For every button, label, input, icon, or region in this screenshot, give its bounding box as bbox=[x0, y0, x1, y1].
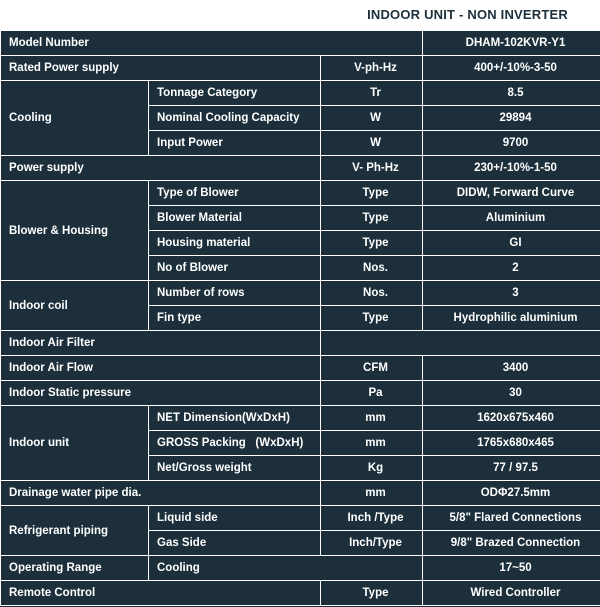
row-label: Tonnage Category bbox=[149, 81, 321, 106]
row-unit: Kg bbox=[321, 456, 423, 481]
row-value: Aluminium bbox=[423, 206, 600, 231]
row-label: Number of rows bbox=[149, 281, 321, 306]
row-unit: Inch /Type bbox=[321, 506, 423, 531]
row-unit: Inch/Type bbox=[321, 531, 423, 556]
row-label: Model Number bbox=[1, 31, 423, 56]
row-value: DHAM-102KVR-Y1 bbox=[423, 31, 600, 56]
row-value: ODΦ27.5mm bbox=[423, 481, 600, 506]
row-unit: W bbox=[321, 131, 423, 156]
table-row bbox=[1, 506, 600, 531]
row-label: Power supply bbox=[1, 156, 321, 181]
row-unit: Type bbox=[321, 306, 423, 331]
table-row bbox=[1, 406, 600, 431]
group-label: Cooling bbox=[1, 81, 149, 156]
row-value: 3400 bbox=[423, 356, 600, 381]
row-label: NET Dimension(WxDxH) bbox=[149, 406, 321, 431]
row-value: 3 bbox=[423, 281, 600, 306]
row-value: Hydrophilic aluminium bbox=[423, 306, 600, 331]
group-label: Indoor unit bbox=[1, 406, 149, 481]
row-unit: Tr bbox=[321, 81, 423, 106]
row-unit: Type bbox=[321, 181, 423, 206]
row-unit: mm bbox=[321, 431, 423, 456]
table-row bbox=[1, 156, 600, 181]
row-unit: Nos. bbox=[321, 256, 423, 281]
row-unit: V-ph-Hz bbox=[321, 56, 423, 81]
row-unit: CFM bbox=[321, 356, 423, 381]
row-label: Fin type bbox=[149, 306, 321, 331]
table-row bbox=[1, 481, 600, 506]
row-unit: Type bbox=[321, 581, 423, 606]
row-value: 29894 bbox=[423, 106, 600, 131]
row-label: Operating Range bbox=[1, 556, 149, 581]
table-row bbox=[1, 181, 600, 206]
table-row bbox=[1, 31, 600, 56]
row-value: 9/8" Brazed Connection bbox=[423, 531, 600, 556]
row-value: Wired Controller bbox=[423, 581, 600, 606]
table-row bbox=[1, 81, 600, 106]
row-label: Housing material bbox=[149, 231, 321, 256]
row-label: Drainage water pipe dia. bbox=[1, 481, 321, 506]
table-row bbox=[1, 56, 600, 81]
row-unit: Type bbox=[321, 206, 423, 231]
page-title: INDOOR UNIT - NON INVERTER bbox=[367, 7, 568, 22]
row-value: 17~50 bbox=[423, 556, 600, 581]
row-value: 9700 bbox=[423, 131, 600, 156]
row-label: Nominal Cooling Capacity bbox=[149, 106, 321, 131]
row-unit: mm bbox=[321, 481, 423, 506]
row-value: 230+/-10%-1-50 bbox=[423, 156, 600, 181]
row-label: Blower Material bbox=[149, 206, 321, 231]
row-value: GI bbox=[423, 231, 600, 256]
row-label: Input Power bbox=[149, 131, 321, 156]
row-value: 30 bbox=[423, 381, 600, 406]
row-value: 400+/-10%-3-50 bbox=[423, 56, 600, 81]
row-value: 8.5 bbox=[423, 81, 600, 106]
row-label: GROSS Packing (WxDxH) bbox=[149, 431, 321, 456]
row-value bbox=[321, 331, 600, 356]
table-row bbox=[1, 331, 600, 356]
row-value: 1765x680x465 bbox=[423, 431, 600, 456]
row-label: Remote Control bbox=[1, 581, 321, 606]
row-label: Gas Side bbox=[149, 531, 321, 556]
row-label: Liquid side bbox=[149, 506, 321, 531]
row-unit: W bbox=[321, 106, 423, 131]
table-row bbox=[1, 556, 600, 581]
row-sublabel: Cooling bbox=[149, 556, 423, 581]
table-row bbox=[1, 281, 600, 306]
row-label: Type of Blower bbox=[149, 181, 321, 206]
spec-table bbox=[0, 30, 600, 606]
row-value: 5/8" Flared Connections bbox=[423, 506, 600, 531]
row-unit: V- Ph-Hz bbox=[321, 156, 423, 181]
row-label: Indoor Air Filter bbox=[1, 331, 321, 356]
row-value: 77 / 97.5 bbox=[423, 456, 600, 481]
row-label: Indoor Static pressure bbox=[1, 381, 321, 406]
row-unit: Nos. bbox=[321, 281, 423, 306]
row-unit: mm bbox=[321, 406, 423, 431]
table-row bbox=[1, 381, 600, 406]
row-value: 2 bbox=[423, 256, 600, 281]
group-label: Indoor coil bbox=[1, 281, 149, 331]
row-value: 1620x675x460 bbox=[423, 406, 600, 431]
row-label: Net/Gross weight bbox=[149, 456, 321, 481]
group-label: Refrigerant piping bbox=[1, 506, 149, 556]
row-label: No of Blower bbox=[149, 256, 321, 281]
group-label: Blower & Housing bbox=[1, 181, 149, 281]
row-label: Indoor Air Flow bbox=[1, 356, 321, 381]
row-unit: Pa bbox=[321, 381, 423, 406]
row-value: DIDW, Forward Curve bbox=[423, 181, 600, 206]
row-unit: Type bbox=[321, 231, 423, 256]
row-label: Rated Power supply bbox=[1, 56, 321, 81]
table-row bbox=[1, 581, 600, 606]
table-row bbox=[1, 356, 600, 381]
title-bar bbox=[0, 0, 600, 30]
